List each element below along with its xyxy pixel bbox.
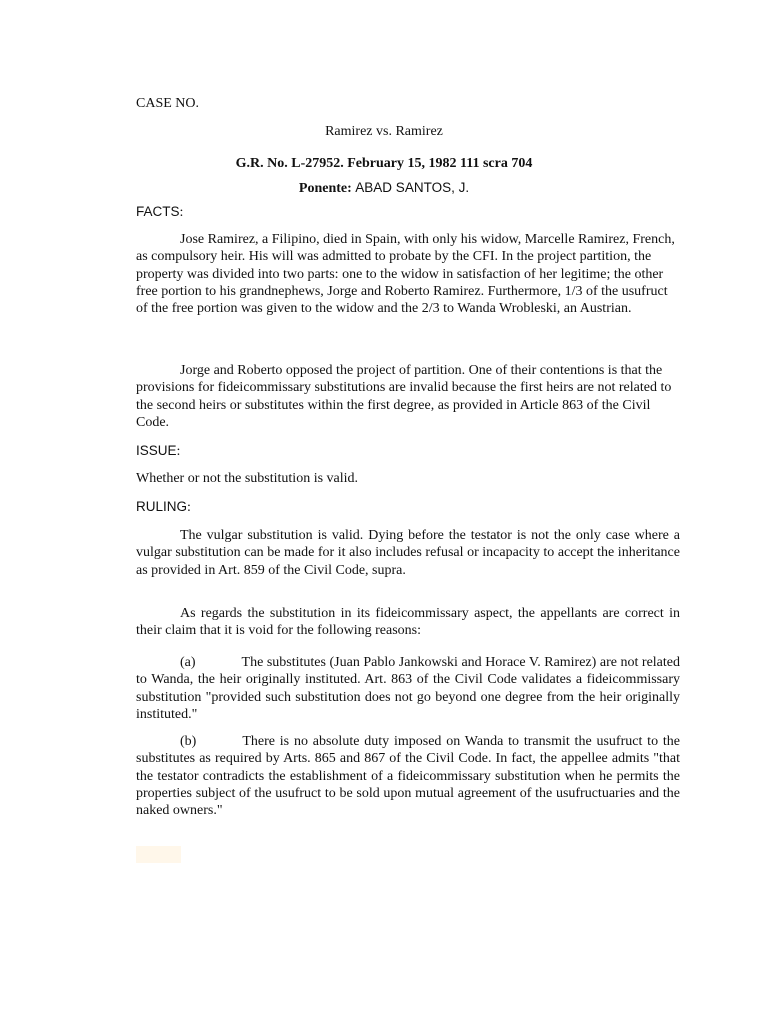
reason-a-marker: (a)	[180, 655, 196, 670]
facts-paragraph-2: Jorge and Roberto opposed the project of partition. One of their contentions is that the provisions for fideicommissary substitutions are invalid because the first heirs are not related to the second heirs or substitutes within the first degree, as provided in Article 863 of the Civil Code.	[136, 363, 672, 430]
facts-heading-line: FACTS:	[136, 204, 184, 220]
ponente-label: Ponente:	[298, 181, 352, 196]
ponente-name: ABAD SANTOS, J.	[355, 180, 470, 195]
reason-b-text: There is no absolute duty imposed on Wanda to transmit the usufruct to the substitutes as required by Arts. 865 and 867 of the Civil Code. In fact, the appellee admits "that the testator contradicts the establishment of a fideicommissary substitution when he permits the properties subject of the usufruct to be sold upon mutual agreement of the usufructuaries and the naked owners."	[136, 734, 680, 819]
ruling-paragraph-2: As regards the substitution in its fideicommissary aspect, the appellants are correct in their claim that it is void for the following reasons:	[136, 606, 680, 639]
reason-a	[136, 654, 680, 723]
case-title: Ramirez vs. Ramirez	[325, 124, 443, 139]
highlight-mark	[136, 846, 181, 863]
reason-b-marker: (b)	[180, 734, 197, 749]
ruling-paragraph-1: The vulgar substitution is valid. Dying before the testator is not the only case where a vulgar substitution can be made for it also includes refusal or incapacity to accept the inheritance as provided in Art. 859 of the Civil Code, supra.	[136, 528, 680, 578]
ruling-heading-line: RULING:	[136, 499, 191, 515]
reason-b	[136, 733, 680, 819]
ponente-line	[0, 179, 768, 197]
reason-a-text: The substitutes (Juan Pablo Jankowski and Horace V. Ramirez) are not related to Wanda, the heir originally instituted. Art. 863 of the Civil Code validates a fideicommissary substitution "provided such substitution does not go beyond one degree from the heir originally instituted."	[136, 655, 680, 722]
gr-number: G.R. No. L-27952. February 15, 1982 111 scra 704	[235, 156, 533, 171]
issue-heading: ISSUE	[136, 443, 177, 458]
issue-heading-line: ISSUE:	[136, 443, 181, 459]
issue-text: Whether or not the substitution is valid.	[136, 471, 359, 486]
case-number-label: CASE NO.	[136, 96, 200, 111]
facts-paragraph-1: Jose Ramirez, a Filipino, died in Spain, with only his widow, Marcelle Ramirez, French, as compulsory heir. His will was admitted to probate by the CFI. In the project partition, the property was divided into two parts: one to the widow in satisfaction of her legitime; the other free portion to his grandnephews, Jorge and Roberto Ramirez. Furthermore, 1/3 of the usufruct of the free portion was given to the widow and the 2/3 to Wanda Wrobleski, an Austrian.	[136, 232, 675, 317]
ruling-heading: RULING	[136, 499, 188, 514]
facts-heading: FACTS	[136, 204, 180, 219]
